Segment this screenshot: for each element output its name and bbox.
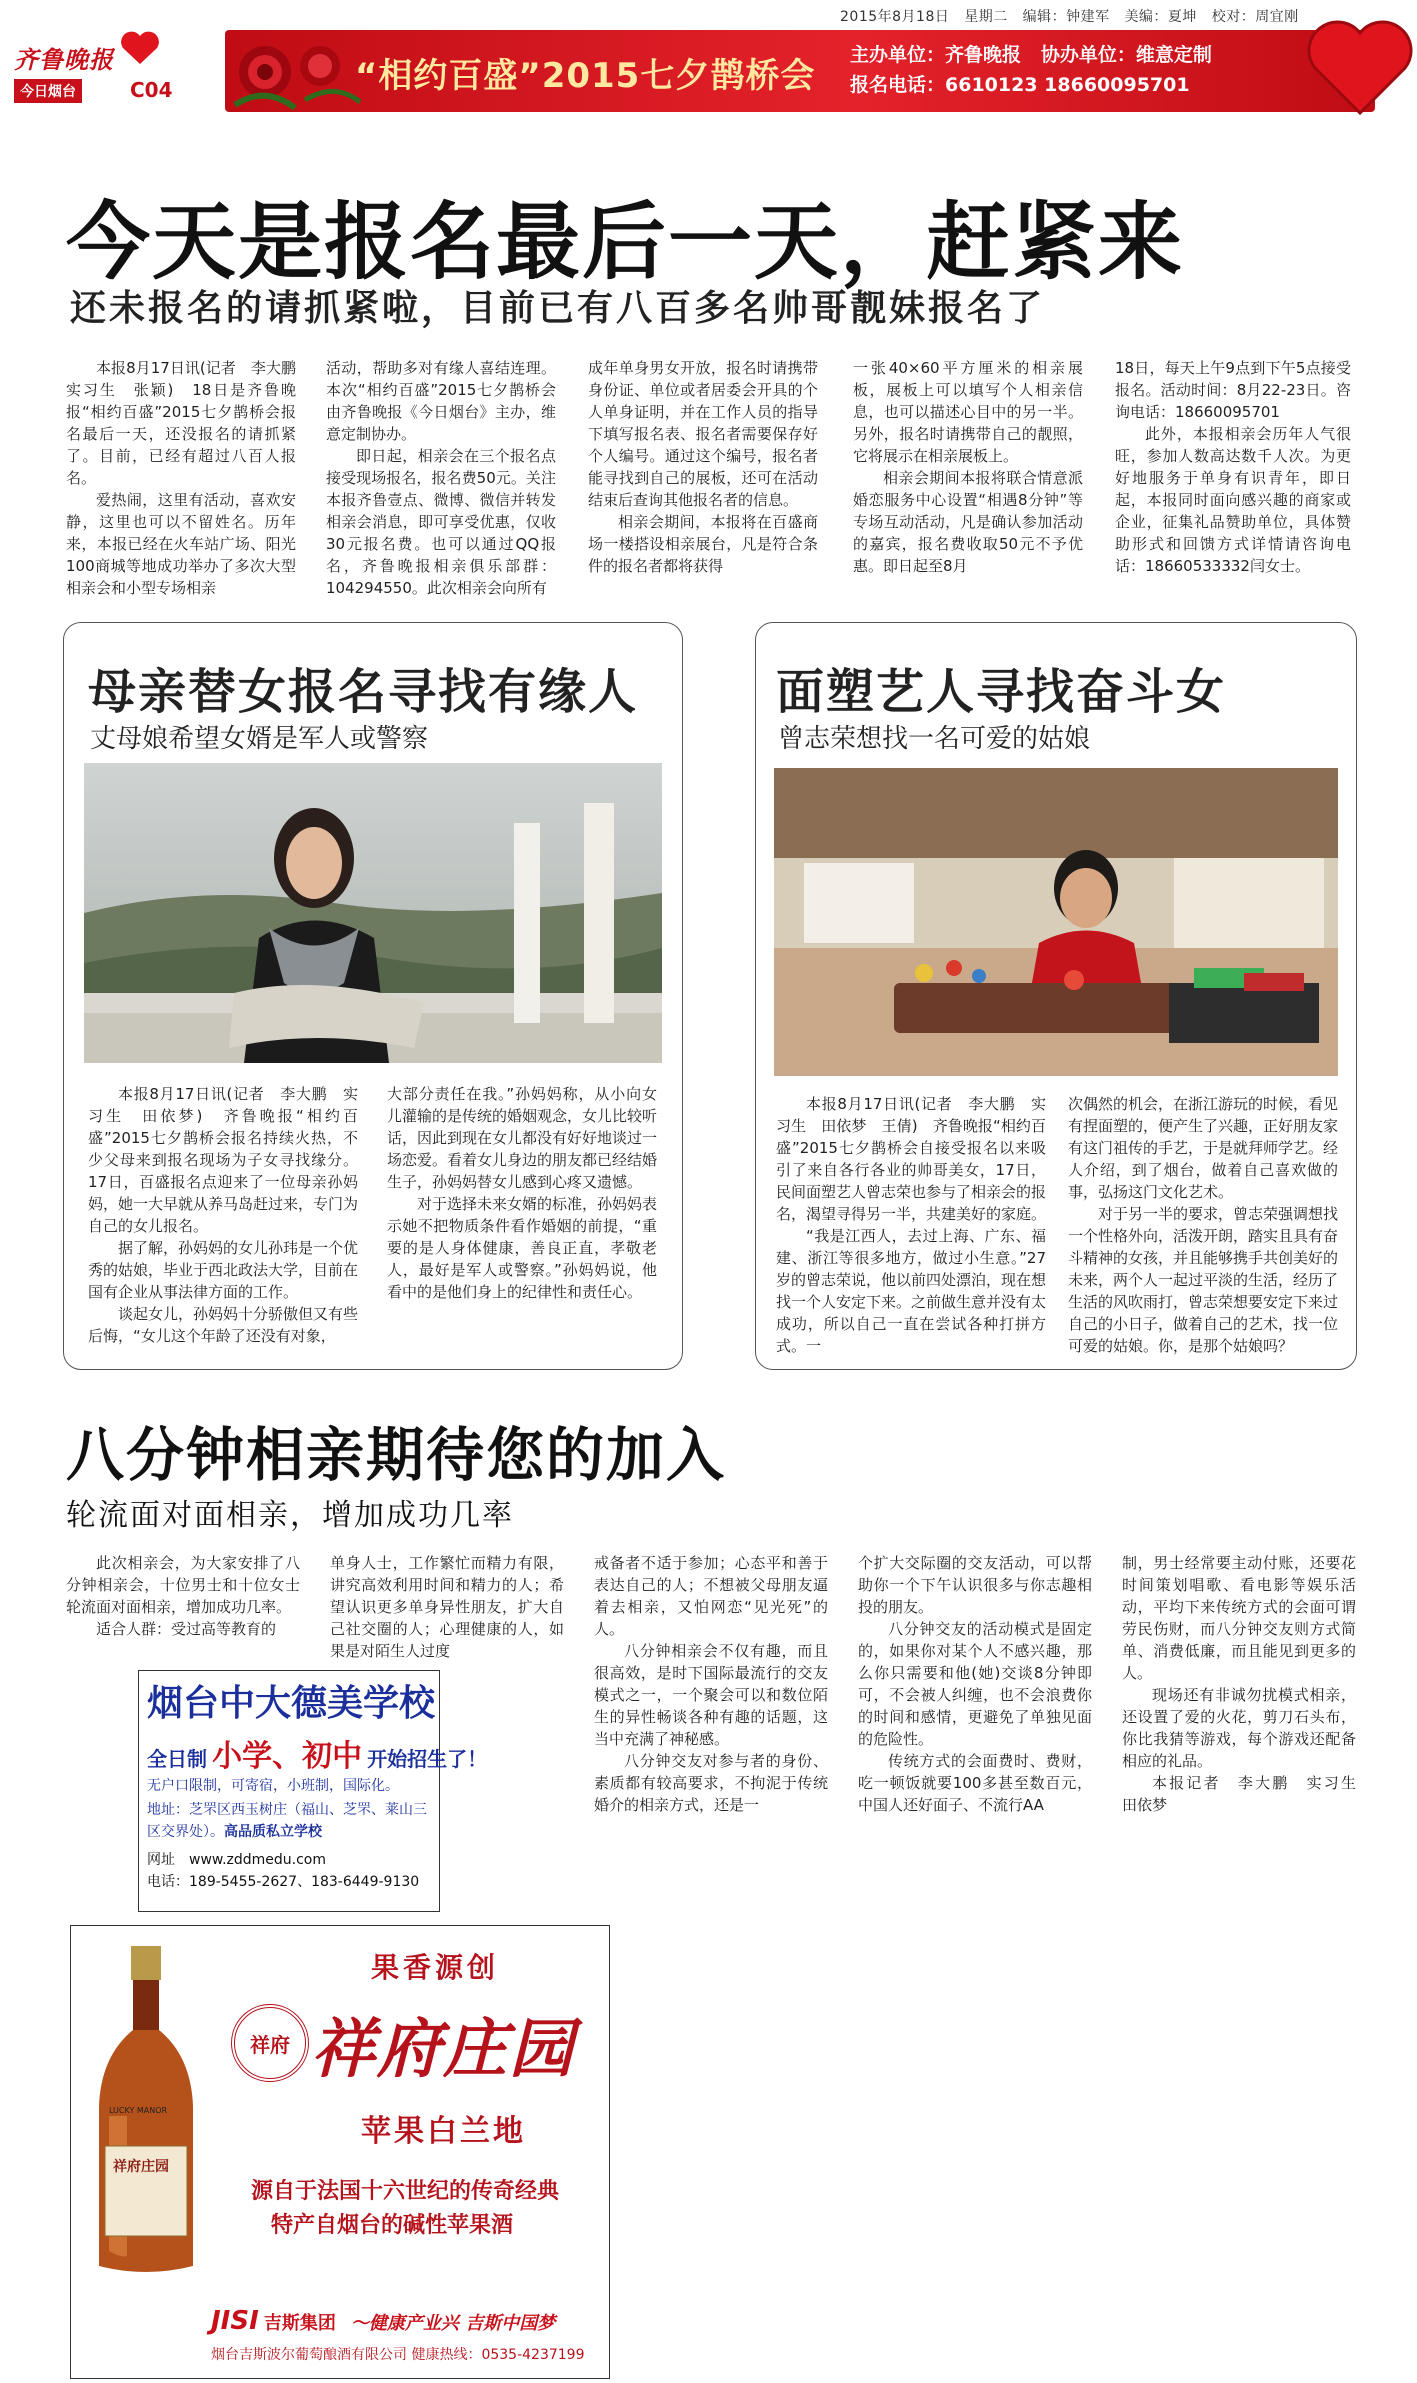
designer-credit: 美编：夏坤 [1124,9,1197,25]
paragraph: 谈起女儿，孙妈妈十分骄傲但又有些后悔，“女儿这个年龄了还没有对象， [88,1305,359,1345]
heart-icon [1305,18,1415,118]
paragraph: 个扩大交际圈的交友活动，可以帮助你一个下午认识很多与你志趣相投的朋友。 [858,1554,1092,1616]
artist-photo-image [774,768,1338,1076]
issue-meta-line [840,6,1299,26]
main-story-column-2 [326,357,556,599]
story-box-artist [755,622,1357,1370]
school-phone: 电话：189-5455-2627、183-6449-9130 [147,1874,420,1890]
paragraph: 相亲会期间，本报将在百盛商场一楼搭设相亲展台，凡是符合条件的报名者都将获得 [588,513,818,575]
artist-story-column-1 [776,1093,1046,1357]
paragraph: 大部分责任在我。”孙妈妈称，从小向女儿灌输的是传统的婚姻观念，女儿比较听话，因此到现在女儿都没有好好地谈过一场恋爱。看着女儿身边的朋友都已经结婚生子，孙妈妈替女儿感到心疼又遗憾。 [387,1085,658,1191]
eight-minute-column-4 [858,1552,1092,1816]
mother-story-column-1 [88,1083,358,1347]
main-story-column-5 [1115,357,1351,577]
paragraph: 一张40×60平方厘米的相亲展板，展板上可以填写个人相亲信息，也可以描述心目中的另一半。另外，报名时请携带自己的靓照，它将展示在相亲展板上。 [853,359,1083,465]
banner-info [850,40,1212,100]
wine-advertisement [70,1925,610,2379]
school-address: 地址：芝罘区西玉树庄（福山、芝罘、莱山三区交界处）。 [147,1802,427,1840]
paragraph: 本报8月17日讯(记者 李大鹏 实习生 张颖) 18日是齐鲁晚报“相约百盛”2015七夕鹊桥会报名最后一天，还没报名的请抓紧了。目前，已经有超过八百人报名。 [66,359,312,487]
masthead-brand [14,40,114,103]
paragraph: 八分钟交友的活动模式是固定的，如果你对某个人不感兴趣，那么你只需要和他(她)交谈8分钟即可，不会被人纠缠，也不会浪费你的时间和感情，更避免了单独见面的危险性。 [858,1620,1092,1748]
eight-minute-headline: 八分钟相亲期待您的加入 [66,1421,727,1489]
wine-company-info: 烟台吉斯波尔葡萄酿酒有限公司 健康热线：0535-4237199 [211,2347,585,2363]
school-address-block [147,1799,431,1843]
artist-photo [774,768,1338,1076]
story-subtitle: 丈母娘希望女婿是军人或警察 [90,724,429,754]
school-advertisement [138,1670,488,1912]
main-subheadline: 还未报名的请抓紧啦，目前已有八百多名帅哥靓妹报名了 [70,288,1046,329]
small-heart-icon [120,30,160,66]
proofreader-credit: 校对：周宜刚 [1211,9,1299,25]
paragraph: 相亲会期间本报将联合情意派婚恋服务中心设置“相遇8分钟”等专场互动活动，凡是确认参加活动的嘉宾，报名费收取50元不予优惠。即日起至8月 [853,469,1083,575]
eight-minute-column-1 [66,1552,300,1640]
issue-date: 2015年8月18日 [840,9,950,25]
main-story-column-1 [66,357,312,599]
newspaper-logo: 齐鲁晚报 [14,45,114,74]
organizer-label: 主办单位：齐鲁晚报 [850,44,1022,66]
issue-weekday: 星期二 [964,9,1008,25]
paragraph: 本报记者 李大鹏 实习生 田依梦 [1122,1774,1372,1814]
mother-photo-image [84,763,662,1063]
school-tagline: 高品质私立学校 [224,1824,322,1840]
wine-slogan-top: 果香源创 [371,1951,500,1984]
paragraph: 即日起，相亲会在三个报名点接受现场报名，报名费50元。关注本报齐鲁壹点、微博、微信并转发相亲会消息，即可享受优惠，仅收30元报名费。也可以通过QQ报名，齐鲁晚报相亲俱乐部群：104294550。此次相亲会向所有 [326,447,556,597]
paragraph: 成年单身男女开放，报名时请携带身份证、单位或者居委会开具的个人单身证明，并在工作人员的指导下填写报名表、报名者需要保存好个人编号。通过这个编号，报名者能寻找到自己的展板，还可在活动结束后查询其他报名者的信息。 [588,359,818,509]
banner-title: “相约百盛”2015七夕鹊桥会 [355,56,816,96]
main-story-column-3 [588,357,818,577]
wine-product-name: 苹果白兰地 [361,2114,526,2149]
artist-story-column-2 [1068,1093,1338,1357]
mother-story-column-2 [387,1083,657,1303]
paragraph: 戒备者不适于参加；心态平和善于表达自己的人；不想被父母朋友逼着去相亲，又怕网恋“见光死”的人。 [594,1554,828,1638]
eight-minute-column-2 [330,1552,564,1662]
paragraph: 18日，每天上午9点到下午5点接受报名。活动时间：8月22-23日。咨询电话：18660095701 [1115,359,1351,421]
paragraph: “我是江西人，去过上海、广东、福建、浙江等很多地方，做过小生意。”27岁的曾志荣说，他以前四处漂泊，现在想找一个人安定下来。之前做生意并没有太成功，所以自己一直在尝试各种打拼方式。一 [776,1227,1047,1355]
wine-line-2: 特产自烟台的碱性苹果酒 [271,2213,514,2238]
hotline-label: 报名电话：6610123 18660095701 [850,74,1190,96]
rose-decoration-icon [225,30,365,112]
jisi-logo: JISI [211,2306,259,2336]
story-title: 面塑艺人寻找奋斗女 [776,664,1227,720]
school-enroll-suffix: 开始招生了！ [367,1747,488,1771]
paragraph: 八分钟相亲会不仅有趣，而且很高效，是时下国际最流行的交友模式之一，一个聚会可以和数位陌生的异性畅谈各种有趣的话题，这当中充满了神秘感。 [594,1642,828,1748]
paragraph: 八分钟交友对参与者的身份、素质都有较高要求，不拘泥于传统婚介的相亲方式，还是一 [594,1752,828,1814]
editor-credit: 编辑：钟建军 [1022,9,1110,25]
eight-minute-column-5 [1122,1552,1372,1816]
main-story-column-4 [853,357,1083,577]
bottle-label: LUCKY MANOR [109,2106,168,2115]
event-banner [225,30,1375,112]
eight-minute-subheadline: 轮流面对面相亲，增加成功几率 [66,1498,514,1533]
school-name: 烟台中大德美学校 [147,1682,436,1724]
wine-brand-seal: 祥府 [231,2004,309,2082]
paragraph: 活动，帮助多对有缘人喜结连理。本次“相约百盛”2015七夕鹊桥会由齐鲁晚报《今日烟台》主办，维意定制协办。 [326,359,556,443]
paragraph: 此外，本报相亲会历年人气很旺，参加人数高达数千人次。为更好地服务于单身有识青年，即日起，本报同时面向感兴趣的商家或企业，征集礼品赞助单位，具体赞助形式和回馈方式详情请咨询电话：18660533332闫女士。 [1115,425,1351,575]
school-enroll-prefix: 全日制 [147,1747,207,1771]
wine-group-slogan: ～健康产业兴 吉斯中国梦 [350,2313,556,2334]
main-headline: 今天是报名最后一天，赶紧来 [66,193,1185,291]
paragraph: 对于选择未来女婿的标准，孙妈妈表示她不把物质条件看作婚姻的前提，“重要的是人身体健康，善良正直，孝敬老人，最好是军人或警察。”孙妈妈说，他看中的是他们身上的纪律性和责任心。 [387,1195,658,1301]
wine-brand-name: 祥府庄园 [311,2012,575,2087]
paragraph: 制，男士经常要主动付账，还要花时间策划唱歌、看电影等娱乐活动，平均下来传统方式的会面可谓劳民伤财，而八分钟交友则方式简单、消费低廉，而且能见到更多的人。 [1122,1554,1356,1682]
wine-line-1: 源自于法国十六世纪的传奇经典 [251,2179,560,2204]
paragraph: 爱热闹，这里有活动，喜欢安静，这里也可以不留姓名。历年来，本报已经在火车站广场、阳光100商城等地成功举办了多次大型相亲会和小型专场相亲 [66,491,296,597]
bottle-brand: 祥府庄园 [113,2159,169,2175]
page-code: C04 [130,78,173,102]
paragraph: 本报8月17日讯(记者 李大鹏 实习生 田依梦 王倩) 齐鲁晚报“相约百盛”2015七夕鹊桥会自接受报名以来吸引了来自各行各业的帅哥美女，17日，民间面塑艺人曾志荣也参与了相亲会的报名，渴望寻得另一半，共建美好的家庭。 [776,1095,1047,1223]
paragraph: 单身人士，工作繁忙而精力有限，讲究高效利用时间和精力的人；希望认识更多单身异性朋友，扩大自己社交圈的人；心理健康的人，如果是对陌生人过度 [330,1554,564,1660]
edition-label: 今日烟台 [14,79,82,103]
wine-group-line [211,2306,555,2336]
school-enroll-line [147,1731,487,1775]
story-title: 母亲替女报名寻找有缘人 [88,664,639,720]
story-box-mother [63,622,683,1370]
paragraph: 本报8月17日讯(记者 李大鹏 实习生 田依梦) 齐鲁晚报“相约百盛”2015七夕鹊桥会报名持续火热，不少父母来到报名现场为子女寻找缘分。17日，百盛报名点迎来了一位母亲孙妈妈，她一大早就从养马岛赶过来，专门为自己的女儿报名。 [88,1085,359,1235]
paragraph: 适合人群：受过高等教育的 [96,1620,277,1638]
story-subtitle: 曾志荣想找一名可爱的姑娘 [778,724,1091,754]
co-organizer-label: 协办单位：维意定制 [1040,44,1212,66]
school-website: 网址 www.zddmedu.com [147,1852,326,1868]
paragraph: 次偶然的机会，在浙江游玩的时候，看见有捏面塑的，便产生了兴趣，正好朋友家有这门祖传的手艺，于是就拜师学艺。经人介绍，到了烟台，做着自己喜欢做的事，弘扬这门文化艺术。 [1068,1095,1339,1201]
eight-minute-column-3 [594,1552,828,1816]
school-features: 无户口限制，可寄宿，小班制，国际化。 [147,1778,399,1794]
paragraph: 此次相亲会，为大家安排了八分钟相亲会，十位男士和十位女士轮流面对面相亲，增加成功几率。 [66,1554,300,1616]
wine-group-name: 吉斯集团 [263,2313,336,2334]
paragraph: 对于另一半的要求，曾志荣强调想找一个性格外向，活泼开朗，踏实且具有奋斗精神的女孩，并且能够携手共创美好的未来，两个人一起过平淡的生活，经历了生活的风吹雨打，曾志荣想要安定下来过自己的小日子，做着自己的艺术，找一位可爱的姑娘。你，是那个姑娘吗？ [1068,1205,1339,1355]
paragraph: 传统方式的会面费时、费财，吃一顿饭就要100多甚至数百元，中国人还好面子、不流行AA [858,1752,1092,1814]
paragraph: 现场还有非诚勿扰模式相亲，还设置了爱的火花，剪刀石头布，你比我猜等游戏，每个游戏还配备相应的礼品。 [1122,1686,1356,1770]
school-enroll-levels: 小学、初中 [212,1739,363,1774]
paragraph: 据了解，孙妈妈的女儿孙玮是一个优秀的姑娘，毕业于西北政法大学，目前在国有企业从事法律方面的工作。 [88,1239,359,1301]
mother-photo [84,763,662,1063]
